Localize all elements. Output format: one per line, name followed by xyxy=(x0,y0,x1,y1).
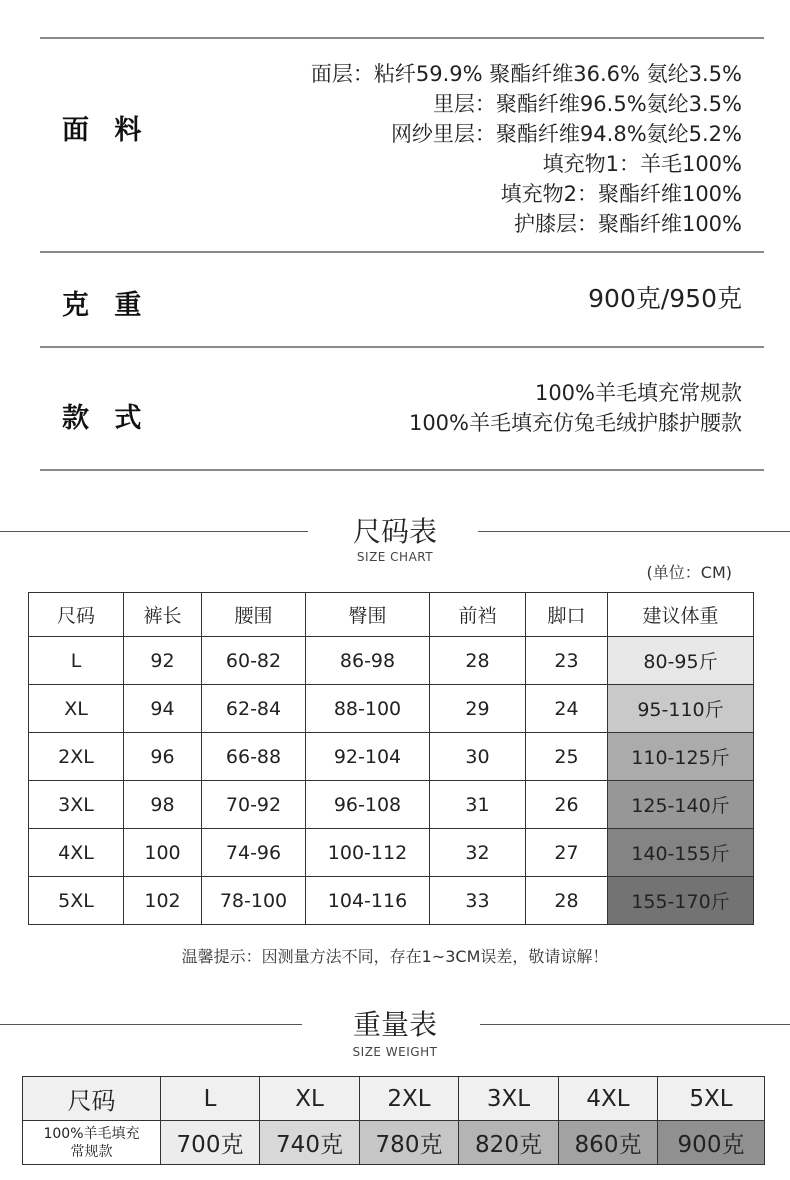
style-list xyxy=(409,378,742,438)
size-cell: 62-84 xyxy=(202,685,306,733)
weight-value-cell: 780克 xyxy=(360,1121,459,1165)
weight-label: 克 重 xyxy=(62,290,150,321)
size-cell: 28 xyxy=(430,637,526,685)
fabric-line: 面层：粘纤59.9% 聚酯纤维36.6% 氨纶3.5% xyxy=(310,62,742,86)
size-cell: 104-116 xyxy=(306,877,430,925)
size-cell: 25 xyxy=(526,733,608,781)
size-cell: 94 xyxy=(124,685,202,733)
size-cell: 66-88 xyxy=(202,733,306,781)
size-cell: 92 xyxy=(124,637,202,685)
size-cell: 4XL xyxy=(29,829,124,877)
fabric-composition xyxy=(311,59,742,239)
size-header-cell: 前裆 xyxy=(430,593,526,637)
style-line: 100%羊毛填充常规款 xyxy=(534,381,742,405)
weight-table-header xyxy=(23,1077,765,1121)
size-header-cell: 裤长 xyxy=(124,593,202,637)
recommended-weight-cell: 110-125斤 xyxy=(608,733,754,781)
size-cell: 31 xyxy=(430,781,526,829)
table-row xyxy=(29,877,754,925)
weight-table xyxy=(22,1076,765,1165)
size-cell: 92-104 xyxy=(306,733,430,781)
weight-value xyxy=(588,284,742,314)
size-cell: 74-96 xyxy=(202,829,306,877)
table-row xyxy=(29,781,754,829)
size-cell: 70-92 xyxy=(202,781,306,829)
fabric-line: 里层：聚酯纤维96.5%氨纶3.5% xyxy=(432,92,742,116)
recommended-weight-cell: 95-110斤 xyxy=(608,685,754,733)
style-line: 100%羊毛填充仿兔毛绒护膝护腰款 xyxy=(408,411,742,435)
fabric-label: 面 料 xyxy=(62,115,150,146)
size-cell: 78-100 xyxy=(202,877,306,925)
size-cell: 28 xyxy=(526,877,608,925)
size-header-cell: 尺码 xyxy=(29,593,124,637)
weight-header-cell: 4XL xyxy=(559,1077,658,1121)
fabric-line: 填充物2：聚酯纤维100% xyxy=(500,182,742,206)
weight-header-cell: 尺码 xyxy=(23,1077,161,1121)
weight-header-cell: 3XL xyxy=(459,1077,559,1121)
divider-style xyxy=(40,469,764,471)
weight-header-cell: L xyxy=(161,1077,260,1121)
size-cell: 3XL xyxy=(29,781,124,829)
weight-value-text: 900克/950克 xyxy=(588,284,742,313)
divider-weight xyxy=(40,346,764,348)
size-cell: 29 xyxy=(430,685,526,733)
size-cell: 23 xyxy=(526,637,608,685)
weight-row-label: 100%羊毛填充 常规款 xyxy=(23,1121,161,1165)
size-cell: 60-82 xyxy=(202,637,306,685)
size-cell: 96 xyxy=(124,733,202,781)
size-header-cell: 臀围 xyxy=(306,593,430,637)
table-row xyxy=(23,1121,765,1165)
divider-top xyxy=(40,37,764,39)
size-cell: 2XL xyxy=(29,733,124,781)
size-header-cell: 建议体重 xyxy=(608,593,754,637)
size-header-cell: 腰围 xyxy=(202,593,306,637)
table-row xyxy=(29,733,754,781)
weight-value-cell: 900克 xyxy=(658,1121,765,1165)
weight-value-cell: 740克 xyxy=(260,1121,360,1165)
size-cell: 100-112 xyxy=(306,829,430,877)
size-cell: 5XL xyxy=(29,877,124,925)
size-cell: 98 xyxy=(124,781,202,829)
size-cell: 27 xyxy=(526,829,608,877)
style-label: 款 式 xyxy=(62,403,150,434)
size-cell: 30 xyxy=(430,733,526,781)
divider-fabric xyxy=(40,251,764,253)
size-chart-subtitle: SIZE CHART xyxy=(356,550,434,564)
size-cell: 26 xyxy=(526,781,608,829)
weight-chart-title: 重量表 xyxy=(352,1008,437,1041)
size-cell: 24 xyxy=(526,685,608,733)
size-cell: 88-100 xyxy=(306,685,430,733)
weight-chart-subtitle: SIZE WEIGHT xyxy=(352,1045,438,1059)
size-cell: 32 xyxy=(430,829,526,877)
size-cell: 86-98 xyxy=(306,637,430,685)
weight-header-cell: 2XL xyxy=(360,1077,459,1121)
fabric-line: 填充物1：羊毛100% xyxy=(542,152,742,176)
size-cell: 100 xyxy=(124,829,202,877)
size-cell: 33 xyxy=(430,877,526,925)
weight-value-cell: 700克 xyxy=(161,1121,260,1165)
recommended-weight-cell: 155-170斤 xyxy=(608,877,754,925)
size-header-cell: 脚口 xyxy=(526,593,608,637)
size-table xyxy=(28,592,754,925)
size-chart-title: 尺码表 xyxy=(352,515,437,548)
size-cell: 96-108 xyxy=(306,781,430,829)
size-cell: 102 xyxy=(124,877,202,925)
unit-label: (单位：CM) xyxy=(646,563,732,582)
recommended-weight-cell: 140-155斤 xyxy=(608,829,754,877)
weight-value-cell: 820克 xyxy=(459,1121,559,1165)
size-cell: L xyxy=(29,637,124,685)
recommended-weight-cell: 80-95斤 xyxy=(608,637,754,685)
recommended-weight-cell: 125-140斤 xyxy=(608,781,754,829)
fabric-line: 护膝层：聚酯纤维100% xyxy=(513,212,742,236)
weight-header-cell: 5XL xyxy=(658,1077,765,1121)
measurement-note: 温馨提示：因测量方法不同，存在1~3CM误差，敬请谅解！ xyxy=(181,947,609,966)
fabric-line: 网纱里层：聚酯纤维94.8%氨纶5.2% xyxy=(390,122,742,146)
size-table-header xyxy=(29,593,754,637)
table-row xyxy=(29,829,754,877)
table-row xyxy=(29,685,754,733)
weight-header-cell: XL xyxy=(260,1077,360,1121)
weight-value-cell: 860克 xyxy=(559,1121,658,1165)
size-cell: XL xyxy=(29,685,124,733)
table-row xyxy=(29,637,754,685)
